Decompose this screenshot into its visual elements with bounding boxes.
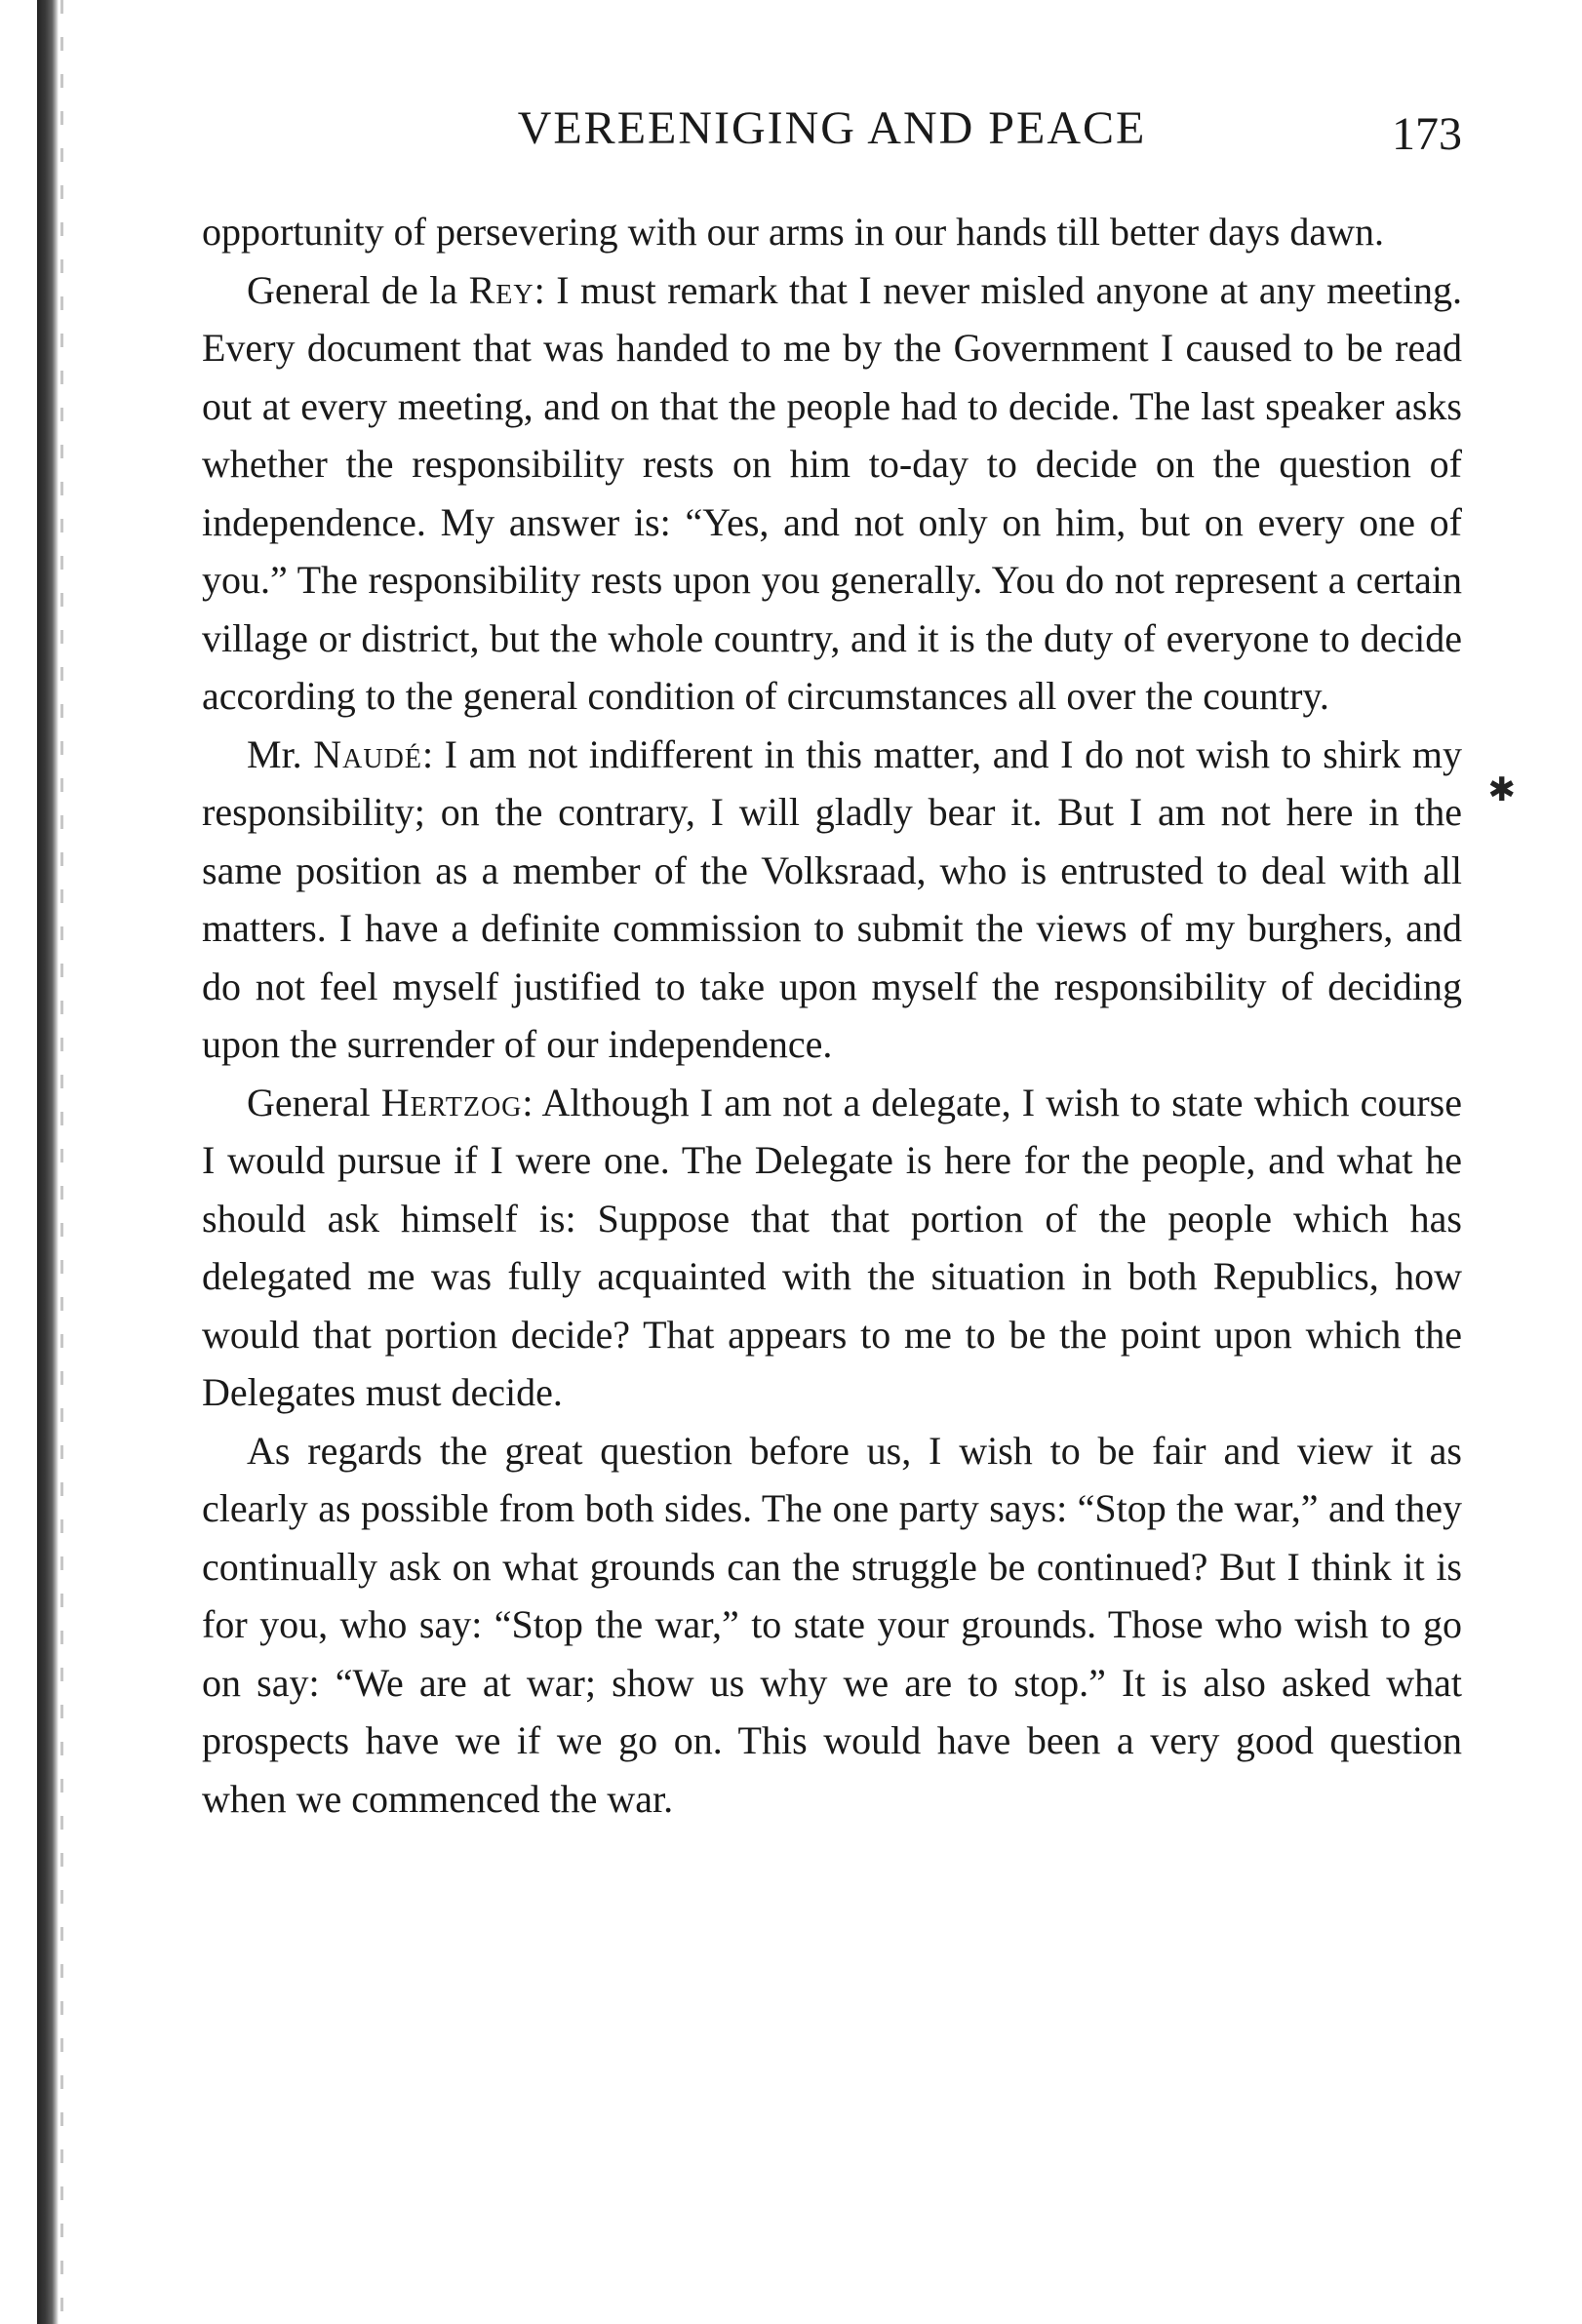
speaker-name: Naudé	[313, 731, 422, 776]
paragraph-text: As regards the great question before us, I wish to be fair and view it as clearly as possible from both sides. The one party says: “Stop the war,” and they continually ask on what grounds can the struggle be continued? But I think it is for you, who say: “Stop the war,” to state your grounds. Those who wish to go on say: “We are at war; show us why we are to stop.” It is also asked what prospects have we if we go on. This would have been a very good question when we commenced the war.	[202, 1428, 1462, 1821]
paragraph-text: opportunity of persevering with our arms in our hands till better days dawn.	[202, 210, 1384, 254]
paragraph-1	[202, 203, 1462, 261]
speaker-prefix: Mr.	[247, 731, 314, 776]
book-binding-edge	[37, 0, 59, 2324]
page-number: 173	[1392, 108, 1462, 160]
running-title: VEREENIGING AND PEACE	[517, 102, 1147, 154]
page-header	[202, 101, 1462, 170]
paragraph-text: : I am not indifferent in this matter, and I do not wish to shirk my responsibility; on the contrary, I will gladly bear it. But I am not here in the same position as a member of the Volksraad, who is entrusted to deal with all matters. I have a definite commission to submit the views of my burghers, and do not feel myself justified to take upon myself the responsibility of deciding upon the surrender of our independence.	[202, 731, 1463, 1066]
speaker-prefix: General de la	[247, 267, 469, 312]
speaker-prefix: General	[247, 1080, 381, 1124]
body-text	[202, 203, 1462, 1828]
margin-asterisk-mark: ✱	[1487, 772, 1516, 808]
paragraph-3	[202, 726, 1462, 1074]
paragraph-2	[202, 261, 1462, 726]
paragraph-5	[202, 1422, 1462, 1829]
speaker-name: Hertzog	[380, 1080, 523, 1124]
paragraph-4	[202, 1074, 1462, 1422]
paragraph-text: : Although I am not a delegate, I wish to state which course I would pursue if I were one. The Delegate is here for the people, and what he should ask himself is: Suppose that that portion of the people which has delegated me was fully acquainted with the situation in both Republics, how would that portion decide? That appears to me to be the point upon which the Delegates must decide.	[202, 1080, 1463, 1414]
paragraph-text: : I must remark that I never misled anyone at any meeting. Every document that was handed to me by the Government I caused to be read out at every meeting, and on that the people had to decide. The last speaker asks whether the responsibility rests on him to-day to decide on the question of independence. My answer is: “Yes, and not only on him, but on every one of you.” The responsibility rests upon you generally. You do not represent a certain village or district, but the whole country, and it is the duty of everyone to decide according to the general condition of circumstances all over the country.	[202, 267, 1462, 718]
speaker-name: Rey	[468, 267, 534, 312]
